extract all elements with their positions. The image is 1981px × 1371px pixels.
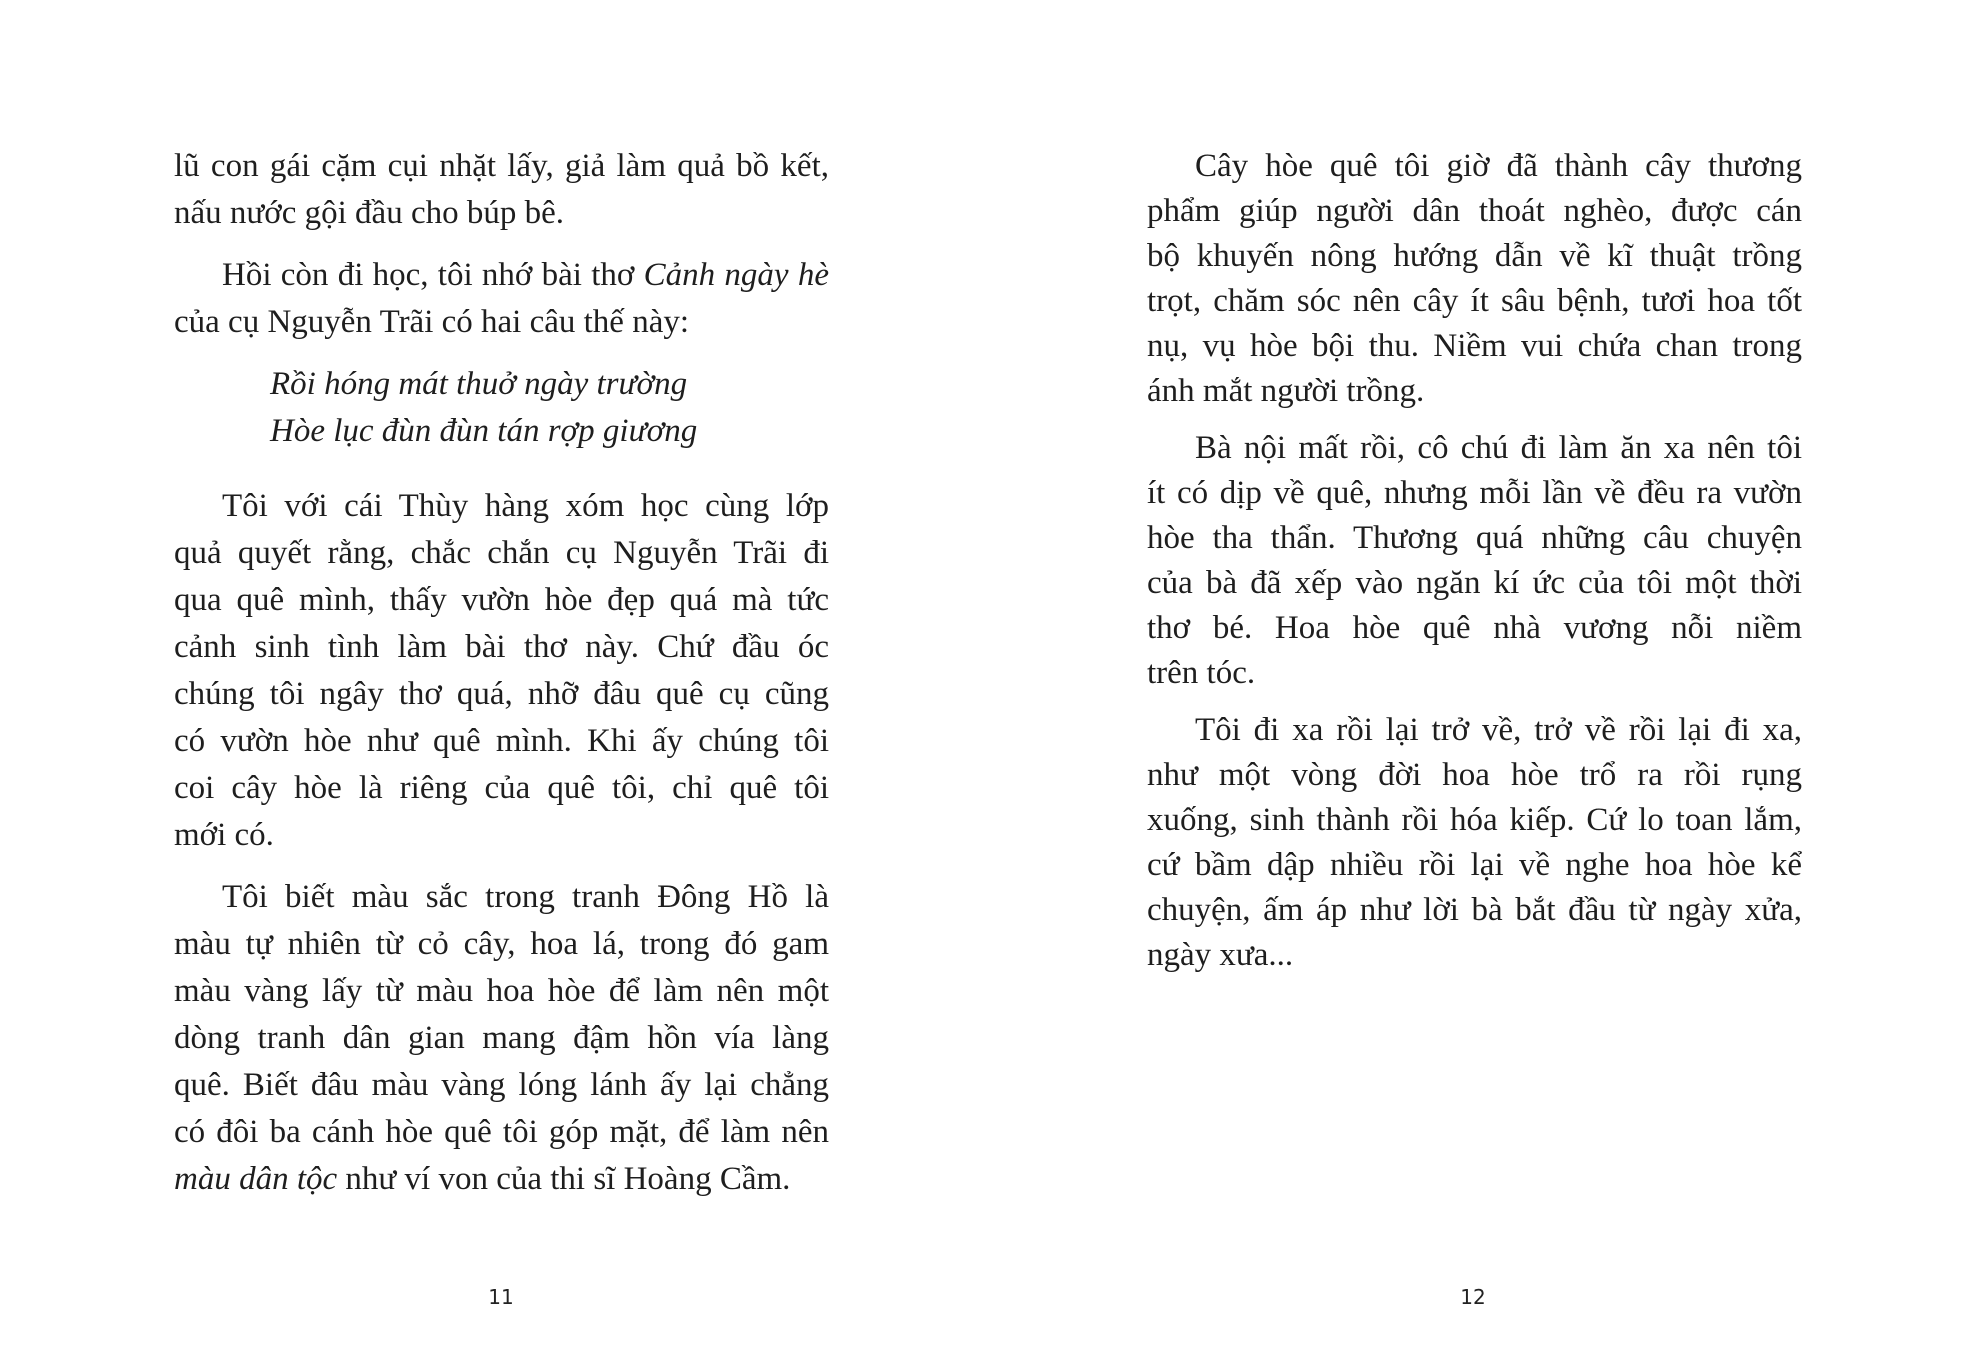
text-line: [174, 252, 829, 299]
text-line: Cây hòe quê tôi giờ đã thành cây thương: [1195, 148, 1802, 184]
poem-line: Rồi hóng mát thuở ngày trường: [270, 366, 688, 402]
paragraph: [174, 874, 829, 1203]
text-line: hòe tha thẩn. Thương quá những câu chuyện: [1147, 520, 1802, 556]
text-line: thơ bé. Hoa hòe quê nhà vương nỗi niềm: [1147, 610, 1802, 646]
text-line: chúng tôi ngây thơ quá, nhỡ đâu quê cụ cũng: [174, 676, 829, 712]
text-line: qua quê mình, thấy vườn hòe đẹp quá mà tức: [174, 582, 829, 618]
text-line: nấu nước gội đầu cho búp bê.: [174, 195, 564, 231]
paragraph: [174, 143, 829, 237]
italic-title: màu dân tộc: [174, 1161, 338, 1197]
italic-title: Cảnh ngày hè: [643, 257, 829, 293]
paragraph: [1147, 144, 1802, 414]
text-line: ít có dịp về quê, nhưng mỗi lần về đều ra vườn: [1147, 475, 1802, 511]
text-line: của bà đã xếp vào ngăn kí ức của tôi một thời: [1147, 565, 1802, 601]
text-line: quả quyết rằng, chắc chắn cụ Nguyễn Trãi đi: [174, 535, 829, 571]
text-line: ánh mắt người trồng.: [1147, 373, 1425, 409]
text-line: Tôi biết màu sắc trong tranh Đông Hồ là: [222, 879, 829, 915]
paragraph: [174, 252, 829, 346]
text-line: bộ khuyến nông hướng dẫn về kĩ thuật trồng: [1147, 238, 1802, 274]
text-line: xuống, sinh thành rồi hóa kiếp. Cứ lo toan lắm,: [1147, 802, 1802, 838]
text-line: cứ bầm dập nhiều rồi lại về nghe hoa hòe kể: [1147, 847, 1802, 883]
text-segment: Hồi còn đi học, tôi nhớ bài thơ: [222, 257, 644, 293]
text-line: coi cây hòe là riêng của quê tôi, chỉ quê tôi: [174, 770, 829, 806]
text-line: màu tự nhiên từ cỏ cây, hoa lá, trong đó gam: [174, 926, 829, 962]
paragraph: [1147, 708, 1802, 978]
paragraph: [1147, 426, 1802, 696]
text-line: Tôi với cái Thùy hàng xóm học cùng lớp: [222, 488, 829, 524]
poem-quote: [174, 361, 829, 455]
text-line: dòng tranh dân gian mang đậm hồn vía làng: [174, 1020, 829, 1056]
page-left: [174, 143, 829, 1218]
text-line: quê. Biết đâu màu vàng lóng lánh ấy lại chẳng: [174, 1067, 829, 1103]
text-line: [174, 1156, 829, 1203]
text-line: trên tóc.: [1147, 655, 1256, 691]
text-line: nụ, vụ hòe bội thu. Niềm vui chứa chan trong: [1147, 328, 1802, 364]
text-line: cảnh sinh tình làm bài thơ này. Chứ đầu óc: [174, 629, 829, 665]
text-line: trọt, chăm sóc nên cây ít sâu bệnh, tươi hoa tốt: [1147, 283, 1802, 319]
text-line: ngày xưa...: [1147, 937, 1294, 973]
page-right: [1147, 144, 1802, 990]
text-line: phẩm giúp người dân thoát nghèo, được cán: [1147, 193, 1802, 229]
text-line: Bà nội mất rồi, cô chú đi làm ăn xa nên tôi: [1195, 430, 1802, 466]
text-line: của cụ Nguyễn Trãi có hai câu thế này:: [174, 304, 690, 340]
text-line: chuyện, ấm áp như lời bà bắt đầu từ ngày xửa,: [1147, 892, 1802, 928]
page-number: 11: [488, 1285, 514, 1309]
text-line: Tôi đi xa rồi lại trở về, trở về rồi lại đi xa,: [1195, 712, 1802, 748]
text-line: như một vòng đời hoa hòe trổ ra rồi rụng: [1147, 757, 1802, 793]
text-line: có đôi ba cánh hòe quê tôi góp mặt, để làm nên: [174, 1114, 829, 1150]
text-line: mới có.: [174, 817, 274, 853]
text-line: có vườn hòe như quê mình. Khi ấy chúng tôi: [174, 723, 829, 759]
text-segment: như ví von của thi sĩ Hoàng Cầm.: [337, 1161, 791, 1197]
paragraph: [174, 483, 829, 859]
poem-line: Hòe lục đùn đùn tán rợp giương: [270, 413, 698, 449]
text-line: lũ con gái cặm cụi nhặt lấy, giả làm quả bồ kết,: [174, 148, 829, 184]
text-line: màu vàng lấy từ màu hoa hòe để làm nên một: [174, 973, 829, 1009]
page-number: 12: [1460, 1285, 1486, 1309]
